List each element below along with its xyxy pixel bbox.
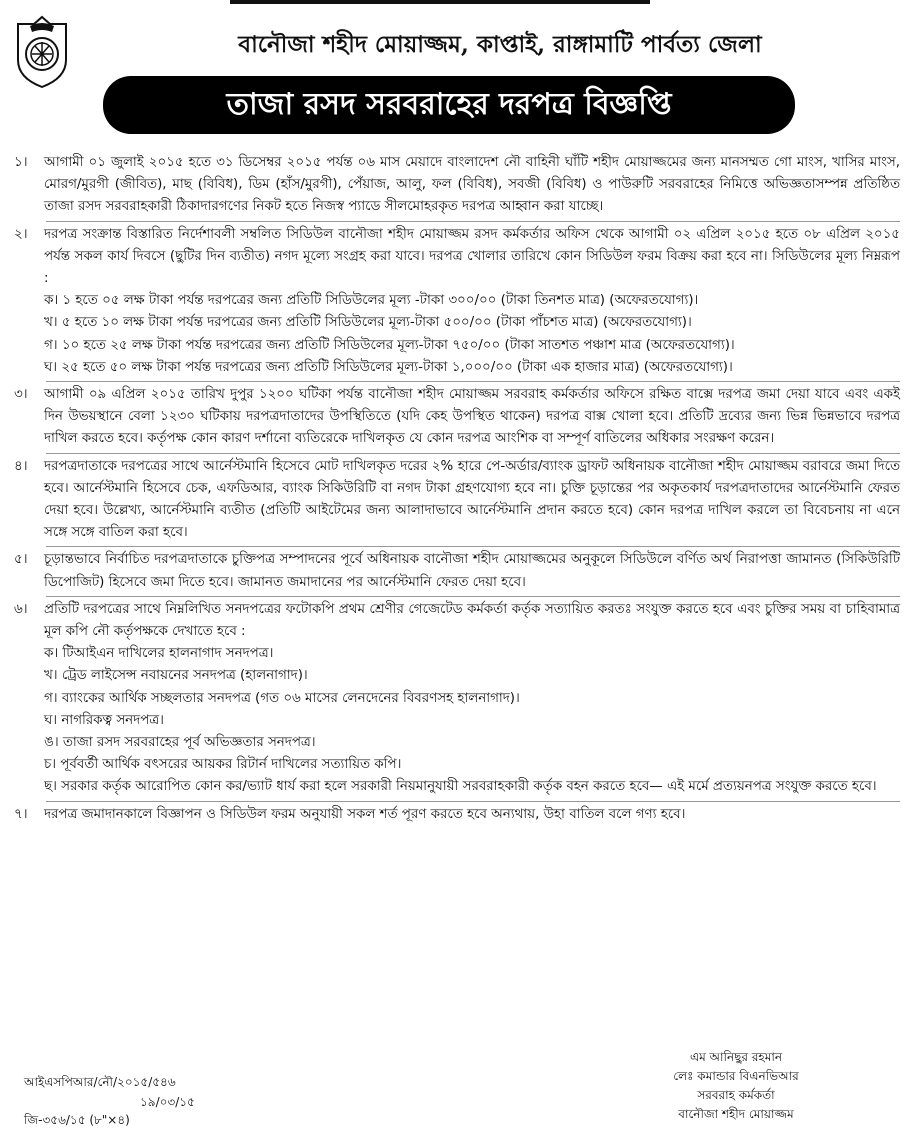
reference-date: ১৯/০৩/১৫ (140, 1095, 195, 1109)
divider (46, 546, 900, 547)
reference-number: আইএসপিআর/নৌ/২০১৫/৫৪৬ (24, 1075, 176, 1089)
divider (46, 801, 900, 802)
item-text: দরপত্র সংক্রান্ত বিস্তারিত নির্দেশাবলী সম্বলিত সিডিউল বানৌজা শহীদ মোয়াজ্জম রসদ কর্মকর্তার অফিস থেকে আগামী ০২ এপ্রিল ২০১৫ হতে ০৮ এপ্রিল ২০১৫ পর্যন্ত সকল কার্য দিবসে (ছুটির দিন ব্যতীত) নগদ মূল্যে সংগ্রহ করা যাবে। দরপত্র খোলার তারিখে কোন সিডিউল ফরম বিক্রয় করা হবে না। সিডিউলের মূল্য নিম্নরূপ : (44, 226, 900, 287)
organization-name: বানৌজা শহীদ মোয়াজ্জম, কাপ্তাই, রাঙ্গামাটি পার্বত্য জেলা (238, 31, 762, 58)
item-number: ১। (14, 155, 28, 170)
list-item (8, 804, 900, 826)
item-text: আগামী ০৯ এপ্রিল ২০১৫ তারিখ দুপুর ১২০০ ঘটিকা পর্যন্ত বানৌজা শহীদ মোয়াজ্জম সরবরাহ কর্মকর্তার অফিসে রক্ষিত বাক্সে দরপত্র জমা দেয়া যাবে এবং একই দিন উভয়স্থানে বেলা ১২৩০ ঘটিকায় দরপত্রদাতাদের উপস্থিতিতে (যদি কেহ উপস্থিত থাকেন) দরপত্র বাক্স খোলা হবে। প্রতিটি দ্রব্যের জন্য ভিন্ন ভিন্নভাবে দরপত্র দাখিল করতে হবে। কর্তৃপক্ষ কোন কারণ দর্শানো ব্যতিরেকে দাখিলকৃত যে কোন দরপত্র আংশিক বা সম্পূর্ণ বাতিলের অধিকার সংরক্ষণ করেন। (44, 387, 900, 447)
sub-item: ছ। সরকার কর্তৃক আরোপিত কোন কর/ভ্যাট ধার্য করা হলে সরকারী নিয়মানুযায়ী সরবরাহকারী কর্তৃক বহন করতে হবে— এই মর্মে প্রত্যয়নপত্র সংযুক্ত করতে হবে। (44, 779, 877, 795)
item-number: ৬। (14, 601, 28, 617)
sub-item: গ। ব্যাংকের আর্থিক সচ্ছলতার সনদপত্র (গত ০৬ মাসের লেনদেনের বিবরণসহ হালনাগাদ)। (44, 690, 520, 706)
list-item (8, 599, 900, 799)
item-number: ৪। (14, 458, 28, 474)
sub-item: খ। ৫ হতে ১০ লক্ষ টাকা পর্যন্ত দরপত্রের জন্য প্রতিটি সিডিউলের মূল্য-টাকা ৫০০/০০ (টাকা পাঁচশত মাত্র) (অফেরতযোগ্য)। (44, 315, 692, 331)
list-item (8, 456, 900, 545)
item-text: চূড়ান্তভাবে নির্বাচিত দরপত্রদাতাকে চুক্তিপত্র সম্পাদনের পূর্বে অধিনায়ক বানৌজা শহীদ মোয়াজ্জমের অনুকূলে সিডিউলে বর্ণিত অর্থ নিরাপত্তা জামানত (সিকিউরিটি ডিপোজিট) হিসেবে জমা দিতে হবে। জামানত জমাদানের পর আর্নেস্টমানি ফেরত দেয়া হবে। (44, 552, 900, 590)
sub-item: খ। ট্রেড লাইসেন্স নবায়নের সনদপত্র (হালনাগাদ)। (44, 668, 308, 684)
list-item (8, 384, 900, 451)
item-text: দরপত্র জমাদানকালে বিজ্ঞাপন ও সিডিউল ফরম অনুযায়ী সকল শর্ত পূরণ করতে হবে অন্যথায়, উহা বাতিল বলে গণ্য হবে। (44, 806, 686, 822)
navy-emblem-icon (10, 14, 74, 90)
divider (46, 381, 900, 382)
signature-block (621, 1048, 851, 1124)
item-number: ৫। (14, 552, 28, 568)
sub-item: ক। ১ হতে ০৫ লক্ষ টাকা পর্যন্ত দরপত্রের জন্য প্রতিটি সিডিউলের মূল্য -টাকা ৩০০/০০ (টাকা তিনশত মাত্র) (অফেরতযোগ্য)। (44, 293, 699, 309)
sub-item: ক। টিআইএন দাখিলের হালনাগাদ সনদপত্র। (44, 646, 274, 662)
divider (46, 221, 900, 222)
signatory-rank: লেঃ কমান্ডার বিএনভিআর (673, 1069, 799, 1083)
list-item (8, 549, 900, 593)
item-number: ৩। (14, 387, 28, 403)
reference-code: জি-৩৫৬/১৫ (৮"×৪) (24, 1113, 130, 1127)
footer (0, 1040, 909, 1131)
signatory-designation: সরবরাহ কর্মকর্তা (697, 1088, 775, 1102)
notice-title: তাজা রসদ সরবরাহের দরপত্র বিজ্ঞপ্তি (103, 76, 795, 134)
sub-item: ঙ। তাজা রসদ সরবরাহের পূর্ব অভিজ্ঞতার সনদপত্র। (44, 735, 316, 751)
sub-item: ঘ। নাগরিকত্ব সনদপত্র। (44, 712, 164, 728)
list-item (8, 152, 900, 219)
item-text: প্রতিটি দরপত্রের সাথে নিম্নলিখিত সনদপত্রের ফটোকপি প্রথম শ্রেণীর গেজেটেড কর্মকর্তা কর্তৃক সত্যায়িত করতঃ সংযুক্ত করতে হবে এবং চুক্তির সময় বা চাহিবামাত্র মূল কপি নৌ কর্তৃপক্ষকে দেখাতে হবে : (44, 601, 900, 640)
divider (46, 453, 900, 454)
top-rule (230, 0, 650, 4)
item-number: ২। (14, 226, 28, 242)
signatory-name: এম আনিছুর রহমান (689, 1050, 783, 1064)
list-item (8, 224, 900, 379)
item-text: আগামী ০১ জুলাই ২০১৫ হতে ৩১ ডিসেম্বর ২০১৫ পর্যন্ত ০৬ মাস মেয়াদে বাংলাদেশ নৌ বাহিনী ঘাঁটি শহীদ মোয়াজ্জমের জন্য মানসম্মত গো মাংস, খাসির মাংস, মোরগ/মুরগী (জীবিত), মাছ (বিবিধ), ডিম (হাঁস/মুরগী), পেঁয়াজ, আলু, ফল (বিবিধ), সবজী (বিবিধ) ও পাউরুটি সরবরাহের নিমিত্তে অভিজ্ঞতাসম্পন্ন প্রতিষ্ঠিত তাজা রসদ সরবরাহকারী ঠিকাদারগণের নিকট হতে নিজস্ব প্যাডে সীলমোহরকৃত দরপত্র আহ্বান করা যাচ্ছে। (44, 155, 900, 215)
sub-item: ঘ। ২৫ হতে ৫০ লক্ষ টাকা পর্যন্ত দরপত্রের জন্য প্রতিটি সিডিউলের মূল্য-টাকা ১,০০০/০০ (টাকা এক হাজার মাত্র) (অফেরতযোগ্য)। (44, 359, 733, 375)
item-text: দরপত্রদাতাকে দরপত্রের সাথে আর্নেস্টমানি হিসেবে মোট দাখিলকৃত দরের ২% হারে পে-অর্ডার/ব্যাংক ড্রাফট অধিনায়ক বানৌজা শহীদ মোয়াজ্জম বরাবরে জমা দিতে হবে। আর্নেস্টমানি হিসেবে চেক, এফডিআর, ব্যাংক সিকিউরিটি বা নগদ টাকা গ্রহণযোগ্য হবে না। চুক্তি চূড়ান্তের পর অকৃতকার্য দরপত্রদাতাদের আর্নেস্টমানি ফেরত দেয়া হবে। উল্লেখ্য, আর্নেস্টমানি ব্যতীত (প্রতিটি আইটেমের জন্য আলাদাভাবে আর্নেস্টমানি প্রদান করতে হবে) কোন দরপত্র দাখিল করলে তা বিবেচনায় না এনে সঙ্গে সঙ্গে বাতিল করা হবে। (44, 458, 900, 541)
notice-body (8, 152, 900, 826)
item-number: ৭। (14, 806, 28, 822)
signatory-unit: বানৌজা শহীদ মোয়াজ্জম (678, 1107, 794, 1121)
sub-item: গ। ১০ হতে ২৫ লক্ষ টাকা পর্যন্ত দরপত্রের জন্য প্রতিটি সিডিউলের মূল্য-টাকা ৭৫০/০০ (টাকা সাতশত পঞ্চাশ মাত্র (অফেরতযোগ্য)। (44, 337, 735, 353)
divider (46, 596, 900, 597)
sub-item: চ। পূর্ববর্তী আর্থিক বৎসরের আয়কর রিটার্ন দাখিলের সত্যায়িত কপি। (44, 757, 402, 773)
